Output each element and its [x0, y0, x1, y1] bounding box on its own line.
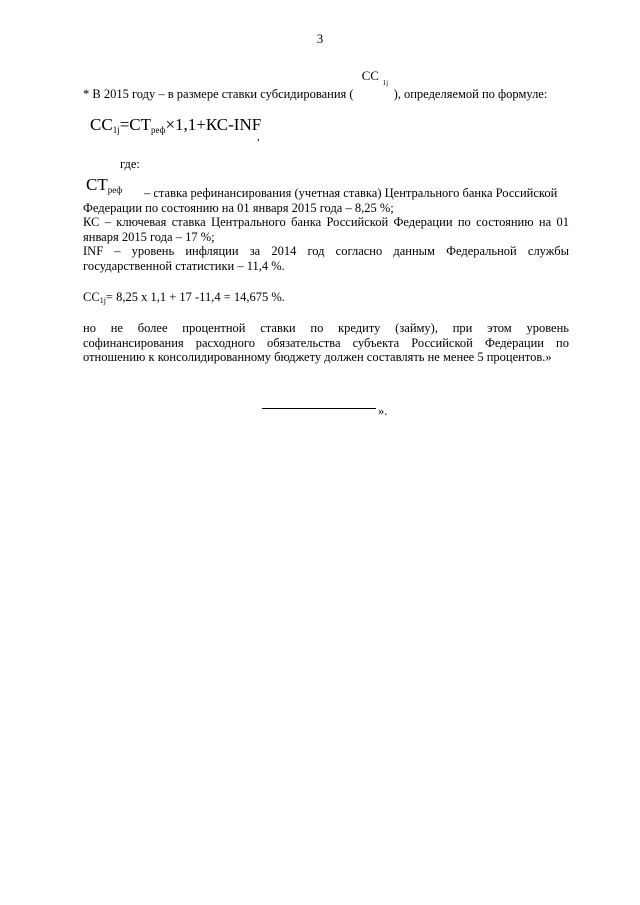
formula [90, 115, 261, 140]
formula-equals: = [119, 115, 130, 134]
definition-st-line2: Федерации по состоянию на 01 января 2015 года – 8,25 %; [83, 201, 394, 215]
formula-cc-subscript: 1j [112, 125, 120, 135]
definition-st-line1: – ставка рефинансирования (учетная ставка) Центрального банка Российской [144, 186, 558, 200]
intro-paragraph [83, 68, 548, 102]
where-label: где: [120, 157, 140, 171]
calculation-subscript: 1j [99, 296, 106, 305]
signature-line [262, 408, 376, 409]
calculation-cc: СС [83, 290, 100, 304]
definition-inf: INF – уровень инфляции за 2014 год согласно данным Федеральной службы государственной статистики – 11,4 %. [83, 244, 569, 273]
st-ref-symbol [86, 175, 122, 200]
cc-inline-subscript: 1j [382, 79, 389, 87]
closing-quote-mark: ». [378, 404, 388, 418]
closing-rest: софинансирования расходного обязательства субъекта Российской Федерации по отношению к консолидированному бюджету должен составлять не менее 5 процентов.» [83, 335, 569, 364]
formula-st-subscript: реф [151, 125, 166, 135]
calculation [83, 290, 285, 309]
calculation-expression: = 8,25 х 1,1 + 17 -11,4 = 14,675 %. [105, 290, 285, 304]
closing-paragraph [83, 321, 569, 365]
intro-text-after: ), определяемой по формуле: [393, 87, 548, 101]
formula-cc: СС [90, 115, 113, 134]
closing-line1: но не более процентной ставки по кредиту (займу), при этом уровень [83, 321, 569, 335]
st-ref-main: СТ [86, 175, 108, 194]
st-ref-subscript: реф [107, 185, 123, 195]
intro-text-before: * В 2015 году – в размере ставки субсидирования ( [83, 87, 354, 101]
formula-rest: ×1,1+КС-INF [165, 115, 262, 134]
formula-st: СТ [129, 115, 152, 134]
cc-inline-symbol [354, 68, 394, 98]
formula-comma: , [257, 131, 260, 143]
definition-ks: КС – ключевая ставка Центрального банка Российской Федерации по состоянию на 01 января 2015 года – 17 %; [83, 215, 569, 244]
cc-inline-main: СС [361, 68, 379, 83]
page-number: 3 [316, 31, 324, 46]
